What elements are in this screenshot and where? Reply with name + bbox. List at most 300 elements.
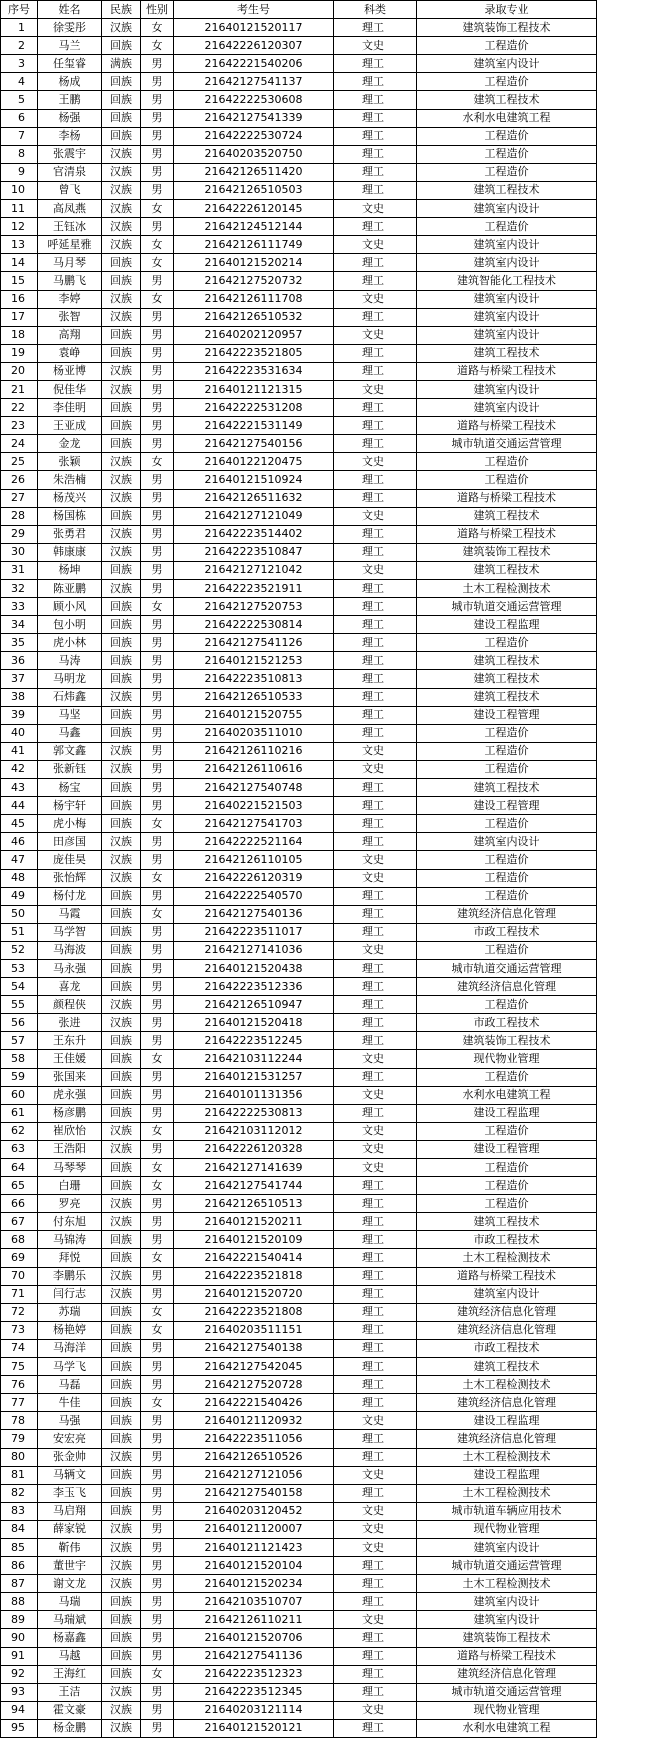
- table-row: [1, 362, 597, 380]
- cell-seq: 85: [1, 1538, 38, 1556]
- cell-major: 工程造价: [417, 218, 597, 236]
- cell-seq: 3: [1, 55, 38, 73]
- header-row: [1, 1, 597, 19]
- cell-exam-no: 21642223512245: [174, 1032, 334, 1050]
- cell-ethnicity: 汉族: [102, 543, 141, 561]
- cell-major: 土木工程检测技术: [417, 580, 597, 598]
- cell-exam-no: 21642126110216: [174, 742, 334, 760]
- cell-gender: 男: [141, 1213, 174, 1231]
- cell-gender: 男: [141, 688, 174, 706]
- cell-major: 工程造价: [417, 37, 597, 55]
- cell-seq: 38: [1, 688, 38, 706]
- cell-ethnicity: 回族: [102, 797, 141, 815]
- table-row: [1, 923, 597, 941]
- cell-category: 理工: [334, 19, 417, 37]
- cell-category: 理工: [334, 218, 417, 236]
- cell-major: 土木工程检测技术: [417, 1376, 597, 1394]
- table-row: [1, 272, 597, 290]
- cell-name: 张进: [38, 1014, 102, 1032]
- cell-major: 城市轨道交通运营管理: [417, 959, 597, 977]
- cell-seq: 68: [1, 1231, 38, 1249]
- cell-major: 建筑室内设计: [417, 236, 597, 254]
- cell-seq: 44: [1, 797, 38, 815]
- cell-exam-no: 21642127541126: [174, 634, 334, 652]
- cell-exam-no: 21642223521805: [174, 344, 334, 362]
- cell-name: 高凤燕: [38, 200, 102, 218]
- cell-ethnicity: 汉族: [102, 1719, 141, 1737]
- table-row: [1, 236, 597, 254]
- cell-category: 理工: [334, 905, 417, 923]
- cell-exam-no: 21642127541137: [174, 73, 334, 91]
- cell-seq: 95: [1, 1719, 38, 1737]
- cell-major: 建筑装饰工程技术: [417, 1629, 597, 1647]
- cell-major: 建筑工程技术: [417, 91, 597, 109]
- cell-category: 理工: [334, 652, 417, 670]
- cell-major: 水利水电建筑工程: [417, 1086, 597, 1104]
- cell-exam-no: 21640203120452: [174, 1502, 334, 1520]
- table-row: [1, 978, 597, 996]
- cell-ethnicity: 回族: [102, 941, 141, 959]
- cell-major: 建筑智能化工程技术: [417, 272, 597, 290]
- cell-name: 张颖: [38, 453, 102, 471]
- cell-exam-no: 21642223521911: [174, 580, 334, 598]
- cell-seq: 69: [1, 1249, 38, 1267]
- cell-ethnicity: 汉族: [102, 489, 141, 507]
- cell-name: 杨成: [38, 73, 102, 91]
- table-row: [1, 1430, 597, 1448]
- cell-major: 建筑工程技术: [417, 1213, 597, 1231]
- table-row: [1, 1339, 597, 1357]
- table-row: [1, 1683, 597, 1701]
- cell-gender: 男: [141, 55, 174, 73]
- cell-name: 王洁: [38, 1683, 102, 1701]
- cell-exam-no: 21642127540748: [174, 779, 334, 797]
- cell-category: 文史: [334, 236, 417, 254]
- cell-category: 理工: [334, 779, 417, 797]
- cell-name: 马琴琴: [38, 1159, 102, 1177]
- table-row: [1, 19, 597, 37]
- cell-seq: 49: [1, 887, 38, 905]
- cell-seq: 74: [1, 1339, 38, 1357]
- cell-gender: 男: [141, 1683, 174, 1701]
- cell-exam-no: 21642126510532: [174, 308, 334, 326]
- cell-exam-no: 21642103510707: [174, 1593, 334, 1611]
- cell-seq: 81: [1, 1466, 38, 1484]
- cell-major: 建设工程监理: [417, 1466, 597, 1484]
- col-header-exam-no: 考生号: [174, 1, 334, 19]
- cell-seq: 73: [1, 1321, 38, 1339]
- cell-exam-no: 21642222530608: [174, 91, 334, 109]
- cell-exam-no: 21642226120307: [174, 37, 334, 55]
- cell-exam-no: 21640121520117: [174, 19, 334, 37]
- cell-gender: 男: [141, 724, 174, 742]
- cell-seq: 80: [1, 1448, 38, 1466]
- cell-gender: 男: [141, 1484, 174, 1502]
- cell-seq: 20: [1, 362, 38, 380]
- cell-gender: 男: [141, 1466, 174, 1484]
- table-row: [1, 489, 597, 507]
- table-row: [1, 1195, 597, 1213]
- cell-name: 王东升: [38, 1032, 102, 1050]
- cell-name: 庞佳昊: [38, 851, 102, 869]
- cell-exam-no: 21642126510526: [174, 1448, 334, 1466]
- cell-exam-no: 21642126110616: [174, 760, 334, 778]
- cell-gender: 男: [141, 706, 174, 724]
- cell-exam-no: 21640121510924: [174, 471, 334, 489]
- cell-major: 建筑经济信息化管理: [417, 905, 597, 923]
- cell-name: 马磊: [38, 1376, 102, 1394]
- cell-gender: 男: [141, 634, 174, 652]
- table-row: [1, 417, 597, 435]
- cell-category: 文史: [334, 380, 417, 398]
- cell-major: 建筑经济信息化管理: [417, 1394, 597, 1412]
- cell-exam-no: 21640121121423: [174, 1538, 334, 1556]
- cell-major: 道路与桥梁工程技术: [417, 489, 597, 507]
- cell-major: 工程造价: [417, 1195, 597, 1213]
- cell-category: 文史: [334, 742, 417, 760]
- table-row: [1, 543, 597, 561]
- cell-major: 水利水电建筑工程: [417, 109, 597, 127]
- cell-exam-no: 21640121520214: [174, 254, 334, 272]
- cell-category: 理工: [334, 1068, 417, 1086]
- cell-gender: 女: [141, 1394, 174, 1412]
- cell-name: 杨坤: [38, 561, 102, 579]
- cell-gender: 女: [141, 1177, 174, 1195]
- table-row: [1, 1249, 597, 1267]
- cell-category: 理工: [334, 55, 417, 73]
- cell-ethnicity: 汉族: [102, 760, 141, 778]
- cell-category: 理工: [334, 598, 417, 616]
- table-row: [1, 1412, 597, 1430]
- cell-major: 工程造价: [417, 760, 597, 778]
- cell-name: 马兰: [38, 37, 102, 55]
- cell-gender: 男: [141, 272, 174, 290]
- cell-exam-no: 21642126511632: [174, 489, 334, 507]
- cell-major: 工程造价: [417, 724, 597, 742]
- table-row: [1, 1303, 597, 1321]
- cell-exam-no: 21640101131356: [174, 1086, 334, 1104]
- cell-major: 土木工程检测技术: [417, 1448, 597, 1466]
- cell-seq: 21: [1, 380, 38, 398]
- cell-major: 建筑室内设计: [417, 380, 597, 398]
- cell-gender: 女: [141, 869, 174, 887]
- cell-category: 理工: [334, 724, 417, 742]
- cell-exam-no: 21642126510513: [174, 1195, 334, 1213]
- cell-major: 工程造价: [417, 127, 597, 145]
- cell-gender: 男: [141, 797, 174, 815]
- cell-category: 理工: [334, 417, 417, 435]
- cell-name: 颜程侠: [38, 996, 102, 1014]
- cell-gender: 男: [141, 580, 174, 598]
- cell-seq: 77: [1, 1394, 38, 1412]
- cell-ethnicity: 回族: [102, 1394, 141, 1412]
- cell-name: 马启翔: [38, 1502, 102, 1520]
- cell-gender: 男: [141, 435, 174, 453]
- cell-seq: 50: [1, 905, 38, 923]
- cell-major: 建筑装饰工程技术: [417, 1032, 597, 1050]
- cell-gender: 男: [141, 1430, 174, 1448]
- cell-name: 张勇君: [38, 525, 102, 543]
- cell-gender: 男: [141, 959, 174, 977]
- cell-category: 理工: [334, 688, 417, 706]
- cell-major: 现代物业管理: [417, 1701, 597, 1719]
- cell-ethnicity: 汉族: [102, 1213, 141, 1231]
- cell-seq: 6: [1, 109, 38, 127]
- cell-seq: 46: [1, 833, 38, 851]
- cell-category: 理工: [334, 670, 417, 688]
- cell-category: 理工: [334, 1430, 417, 1448]
- cell-gender: 男: [141, 91, 174, 109]
- cell-ethnicity: 汉族: [102, 580, 141, 598]
- cell-gender: 男: [141, 1339, 174, 1357]
- table-row: [1, 1719, 597, 1737]
- cell-ethnicity: 回族: [102, 417, 141, 435]
- cell-ethnicity: 汉族: [102, 218, 141, 236]
- cell-name: 杨彦鹏: [38, 1104, 102, 1122]
- cell-category: 理工: [334, 1647, 417, 1665]
- cell-major: 工程造价: [417, 1159, 597, 1177]
- cell-exam-no: 21642223511056: [174, 1430, 334, 1448]
- cell-seq: 83: [1, 1502, 38, 1520]
- cell-gender: 女: [141, 236, 174, 254]
- cell-major: 建设工程管理: [417, 797, 597, 815]
- cell-gender: 女: [141, 1321, 174, 1339]
- table-row: [1, 1466, 597, 1484]
- cell-ethnicity: 回族: [102, 1484, 141, 1502]
- cell-exam-no: 21640221521503: [174, 797, 334, 815]
- cell-exam-no: 21642103112244: [174, 1050, 334, 1068]
- table-row: [1, 724, 597, 742]
- cell-exam-no: 21640121531257: [174, 1068, 334, 1086]
- cell-gender: 女: [141, 19, 174, 37]
- cell-gender: 男: [141, 1412, 174, 1430]
- cell-seq: 1: [1, 19, 38, 37]
- cell-name: 苏瑞: [38, 1303, 102, 1321]
- cell-category: 文史: [334, 453, 417, 471]
- cell-major: 工程造价: [417, 1068, 597, 1086]
- table-row: [1, 598, 597, 616]
- cell-name: 马涛: [38, 652, 102, 670]
- cell-seq: 15: [1, 272, 38, 290]
- cell-ethnicity: 回族: [102, 73, 141, 91]
- cell-seq: 11: [1, 200, 38, 218]
- cell-exam-no: 21642223512323: [174, 1665, 334, 1683]
- cell-ethnicity: 回族: [102, 435, 141, 453]
- cell-name: 虎小林: [38, 634, 102, 652]
- cell-ethnicity: 回族: [102, 1321, 141, 1339]
- table-row: [1, 580, 597, 598]
- cell-exam-no: 21642223514402: [174, 525, 334, 543]
- cell-category: 理工: [334, 706, 417, 724]
- cell-seq: 64: [1, 1159, 38, 1177]
- cell-major: 建筑经济信息化管理: [417, 1665, 597, 1683]
- cell-name: 马霞: [38, 905, 102, 923]
- cell-category: 理工: [334, 1177, 417, 1195]
- cell-category: 理工: [334, 181, 417, 199]
- cell-exam-no: 21642127540158: [174, 1484, 334, 1502]
- cell-category: 理工: [334, 109, 417, 127]
- cell-name: 白珊: [38, 1177, 102, 1195]
- table-row: [1, 1557, 597, 1575]
- cell-exam-no: 21640121520755: [174, 706, 334, 724]
- cell-exam-no: 21642127541744: [174, 1177, 334, 1195]
- cell-exam-no: 21642127540156: [174, 435, 334, 453]
- table-row: [1, 941, 597, 959]
- cell-major: 建筑室内设计: [417, 1538, 597, 1556]
- cell-category: 理工: [334, 1593, 417, 1611]
- cell-seq: 72: [1, 1303, 38, 1321]
- cell-exam-no: 21642127520732: [174, 272, 334, 290]
- cell-major: 建筑经济信息化管理: [417, 1321, 597, 1339]
- cell-exam-no: 21642126111708: [174, 290, 334, 308]
- table-row: [1, 561, 597, 579]
- cell-major: 建筑工程技术: [417, 779, 597, 797]
- cell-seq: 8: [1, 145, 38, 163]
- cell-major: 城市轨道交通运营管理: [417, 1557, 597, 1575]
- cell-category: 理工: [334, 73, 417, 91]
- cell-seq: 2: [1, 37, 38, 55]
- cell-gender: 男: [141, 670, 174, 688]
- cell-gender: 女: [141, 37, 174, 55]
- cell-name: 杨宇轩: [38, 797, 102, 815]
- cell-category: 文史: [334, 326, 417, 344]
- cell-gender: 男: [141, 996, 174, 1014]
- cell-name: 顾小风: [38, 598, 102, 616]
- cell-name: 陈亚鹏: [38, 580, 102, 598]
- cell-seq: 53: [1, 959, 38, 977]
- cell-gender: 男: [141, 851, 174, 869]
- cell-ethnicity: 汉族: [102, 869, 141, 887]
- cell-seq: 40: [1, 724, 38, 742]
- cell-exam-no: 21642223512345: [174, 1683, 334, 1701]
- cell-category: 理工: [334, 1557, 417, 1575]
- cell-exam-no: 21642127121049: [174, 507, 334, 525]
- cell-major: 道路与桥梁工程技术: [417, 1267, 597, 1285]
- cell-gender: 男: [141, 1376, 174, 1394]
- cell-ethnicity: 回族: [102, 598, 141, 616]
- cell-category: 文史: [334, 290, 417, 308]
- cell-gender: 女: [141, 905, 174, 923]
- cell-seq: 55: [1, 996, 38, 1014]
- cell-name: 杨强: [38, 109, 102, 127]
- cell-major: 建筑经济信息化管理: [417, 1303, 597, 1321]
- cell-category: 理工: [334, 435, 417, 453]
- cell-gender: 男: [141, 1520, 174, 1538]
- table-row: [1, 109, 597, 127]
- cell-gender: 男: [141, 127, 174, 145]
- cell-ethnicity: 汉族: [102, 996, 141, 1014]
- cell-gender: 男: [141, 1701, 174, 1719]
- cell-seq: 10: [1, 181, 38, 199]
- cell-gender: 女: [141, 1665, 174, 1683]
- cell-exam-no: 21642126511420: [174, 163, 334, 181]
- cell-major: 建筑室内设计: [417, 308, 597, 326]
- cell-major: 建筑工程技术: [417, 670, 597, 688]
- cell-category: 理工: [334, 145, 417, 163]
- cell-ethnicity: 汉族: [102, 1520, 141, 1538]
- cell-seq: 18: [1, 326, 38, 344]
- cell-major: 道路与桥梁工程技术: [417, 417, 597, 435]
- cell-exam-no: 21640121520211: [174, 1213, 334, 1231]
- cell-ethnicity: 回族: [102, 127, 141, 145]
- cell-name: 杨亚博: [38, 362, 102, 380]
- cell-category: 文史: [334, 941, 417, 959]
- cell-ethnicity: 回族: [102, 1593, 141, 1611]
- cell-ethnicity: 回族: [102, 779, 141, 797]
- cell-name: 王鹏: [38, 91, 102, 109]
- table-row: [1, 1538, 597, 1556]
- cell-name: 安宏亮: [38, 1430, 102, 1448]
- cell-name: 马越: [38, 1647, 102, 1665]
- table-row: [1, 55, 597, 73]
- cell-category: 文史: [334, 1159, 417, 1177]
- cell-exam-no: 21642223510813: [174, 670, 334, 688]
- cell-gender: 男: [141, 417, 174, 435]
- cell-seq: 24: [1, 435, 38, 453]
- cell-major: 建筑室内设计: [417, 1593, 597, 1611]
- cell-ethnicity: 回族: [102, 1430, 141, 1448]
- cell-seq: 71: [1, 1285, 38, 1303]
- cell-name: 李佳明: [38, 399, 102, 417]
- cell-ethnicity: 汉族: [102, 200, 141, 218]
- cell-category: 文史: [334, 1086, 417, 1104]
- cell-seq: 34: [1, 616, 38, 634]
- cell-seq: 76: [1, 1376, 38, 1394]
- cell-exam-no: 21640121520720: [174, 1285, 334, 1303]
- cell-seq: 51: [1, 923, 38, 941]
- cell-seq: 22: [1, 399, 38, 417]
- cell-ethnicity: 回族: [102, 272, 141, 290]
- cell-gender: 男: [141, 489, 174, 507]
- cell-gender: 男: [141, 978, 174, 996]
- table-row: [1, 1593, 597, 1611]
- cell-ethnicity: 回族: [102, 616, 141, 634]
- cell-name: 徐雯彤: [38, 19, 102, 37]
- cell-gender: 男: [141, 73, 174, 91]
- table-row: [1, 1177, 597, 1195]
- cell-ethnicity: 回族: [102, 634, 141, 652]
- cell-category: 理工: [334, 1394, 417, 1412]
- cell-name: 马学智: [38, 923, 102, 941]
- cell-name: 靳伟: [38, 1538, 102, 1556]
- cell-major: 现代物业管理: [417, 1050, 597, 1068]
- cell-seq: 33: [1, 598, 38, 616]
- cell-exam-no: 21642126510947: [174, 996, 334, 1014]
- cell-category: 理工: [334, 1683, 417, 1701]
- table-row: [1, 1520, 597, 1538]
- cell-ethnicity: 汉族: [102, 236, 141, 254]
- cell-gender: 男: [141, 1629, 174, 1647]
- cell-gender: 女: [141, 598, 174, 616]
- cell-gender: 男: [141, 1231, 174, 1249]
- cell-ethnicity: 回族: [102, 1231, 141, 1249]
- cell-name: 虎永强: [38, 1086, 102, 1104]
- cell-exam-no: 21642127141639: [174, 1159, 334, 1177]
- cell-name: 杨艳婷: [38, 1321, 102, 1339]
- cell-category: 文史: [334, 1611, 417, 1629]
- table-row: [1, 887, 597, 905]
- cell-name: 张金帅: [38, 1448, 102, 1466]
- cell-name: 李婷: [38, 290, 102, 308]
- cell-exam-no: 21642127541703: [174, 815, 334, 833]
- cell-seq: 19: [1, 344, 38, 362]
- cell-category: 理工: [334, 1629, 417, 1647]
- cell-ethnicity: 汉族: [102, 290, 141, 308]
- cell-seq: 65: [1, 1177, 38, 1195]
- cell-category: 理工: [334, 1719, 417, 1737]
- cell-name: 杨嘉鑫: [38, 1629, 102, 1647]
- cell-category: 理工: [334, 1321, 417, 1339]
